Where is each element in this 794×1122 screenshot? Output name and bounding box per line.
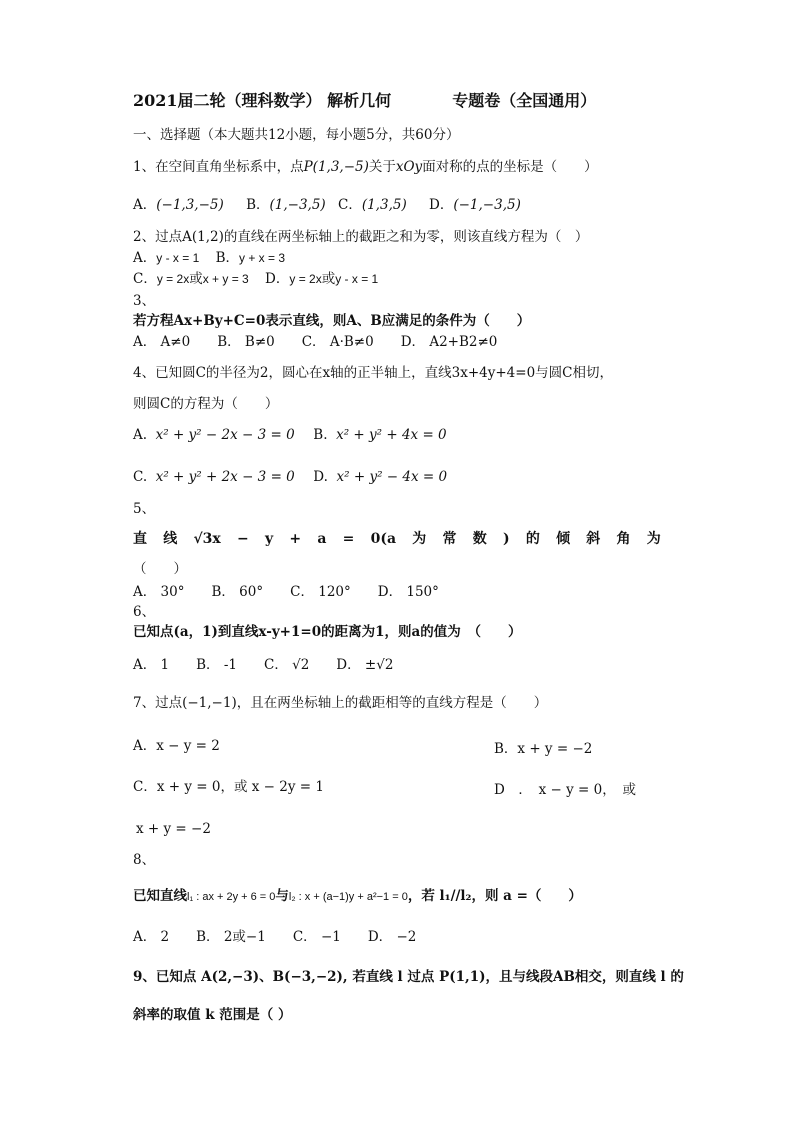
q3-number: 3、 [133, 293, 156, 309]
section-heading: 一、选择题（本大题共12小题，每小题5分，共60分） [133, 127, 460, 143]
title-main: 2021届二轮（理科数学） 解析几何 [133, 91, 392, 110]
q6-stem: 已知点(a，1)到直线x-y+1=0的距离为1，则a的值为 （ ） [133, 624, 522, 640]
q8-stem: 已知直线l₁ : ax + 2y + 6 = 0与l₂ : x + (a−1)y + a²−1 = 0，若 l₁//l₂，则 a =（ ） [133, 888, 582, 904]
q4-option-a: A. x² + y² − 2x − 3 = 0 [133, 427, 295, 443]
q4-stem-line2: 则圆C的方程为（ ） [133, 396, 279, 412]
q1-option-c: C．(1,3,5) [337, 197, 407, 213]
q5-stem-token: 直 [133, 531, 147, 547]
q4-options-ab [133, 426, 447, 444]
q1-point: P(1,3,−5) [303, 159, 369, 175]
q5-stem-token: 线 [163, 531, 178, 547]
q6-options: A． 1 B． -1 C． √2 D． ±√2 [133, 657, 394, 673]
q5-stem-token: 角 [616, 531, 631, 547]
q9-stem-line1: 9、已知点 A(2,−3)、B(−3,−2), 若直线 l 过点 P(1,1)，且与线段AB相交，则直线 l 的 [133, 969, 684, 985]
q5-stem-token: y [264, 531, 274, 547]
q1-option-a: A．(−1,3,−5) [133, 197, 224, 213]
q5-stem-token: √3x [193, 531, 221, 547]
q5-paren: （ ） [133, 561, 187, 577]
q8-line-l1: l₁ : ax + 2y + 6 = 0 [187, 891, 276, 903]
q5-stem-token: 数 [472, 531, 487, 547]
q1-plane: xOy [395, 159, 423, 175]
q4-stem-line1: 4、已知圆C的半径为2，圆心在x轴的正半轴上，直线3x+4y+4=0与圆C相切， [133, 365, 613, 381]
q4-options-cd [133, 468, 447, 486]
q5-stem-token: = [342, 531, 355, 547]
q7-option-d-cont: x + y = −2 [136, 821, 211, 837]
q3-options: A． A≠0 B． B≠0 C． A·B≠0 D． A2+B2≠0 [133, 334, 498, 350]
q7-option-d: D ． x − y = 0， 或 [494, 782, 636, 798]
q9-stem-line2: 斜率的取值 k 范围是（ ） [133, 1007, 292, 1023]
q5-stem-token: 为 [412, 531, 427, 547]
q5-stem-token: 倾 [556, 531, 571, 547]
q5-stem [133, 530, 661, 548]
q5-stem-token: − [237, 531, 249, 547]
q7-option-b: B．x + y = −2 [494, 741, 593, 757]
q2-options-ab [133, 249, 285, 267]
q5-stem-token: 斜 [586, 531, 601, 547]
q5-stem-token: a [317, 531, 327, 547]
q5-stem-token: + [289, 531, 302, 547]
q5-number: 5、 [133, 501, 156, 517]
q8-options: A． 2 B． 2或−1 C． −1 D． −2 [133, 929, 417, 945]
q2-options-cd [133, 270, 378, 288]
q2-stem: 2、过点A(1,2)的直线在两坐标轴上的截距之和为零，则该直线方程为（ ） [133, 229, 589, 245]
q3-stem: 若方程Ax+By+C=0表示直线，则A、B应满足的条件为（ ） [133, 313, 531, 329]
q7-option-a: A．x − y = 2 [133, 738, 220, 754]
q5-stem-token: ) [502, 531, 510, 547]
q8-number: 8、 [133, 852, 156, 868]
q2-option-c: C．y = 2x或x + y = 3 [133, 271, 249, 287]
q1-options [133, 196, 521, 214]
q4-option-c: C. x² + y² + 2x − 3 = 0 [133, 469, 295, 485]
q5-stem-token: 常 [442, 531, 457, 547]
q1-stem: 1、在空间直角坐标系中，点P(1,3,−5)关于xOy面对称的点的坐标是（ ） [133, 159, 598, 175]
q5-options: A． 30° B． 60° C． 120° D． 150° [133, 584, 439, 600]
q8-condition: ，若 l₁//l₂，则 a =（ ） [407, 888, 582, 904]
q4-option-d: D. x² + y² − 4x = 0 [313, 469, 448, 485]
q2-option-b: B．y + x = 3 [215, 250, 286, 266]
q5-stem-token: 0(a [370, 531, 397, 547]
q1-option-b: B．(1,−3,5) [246, 197, 326, 213]
q1-option-d: D．(−1,−3,5) [429, 197, 521, 213]
q5-stem-justified [133, 530, 661, 548]
q6-number: 6、 [133, 604, 156, 620]
page-title [133, 92, 596, 110]
q5-stem-token: 为 [646, 531, 661, 547]
q5-stem-token: 的 [525, 531, 540, 547]
q2-option-a: A．y - x = 1 [133, 250, 200, 266]
q7-option-c: C．x + y = 0，或 x − 2y = 1 [133, 779, 324, 795]
q4-option-b: B. x² + y² + 4x = 0 [313, 427, 447, 443]
q7-stem: 7、过点(−1,−1)，且在两坐标轴上的截距相等的直线方程是（ ） [133, 695, 548, 711]
q2-option-d: D．y = 2x或y - x = 1 [265, 271, 379, 287]
title-tail: 专题卷（全国通用） [452, 91, 597, 110]
q8-line-l2: l₂ : x + (a−1)y + a²−1 = 0 [288, 891, 408, 903]
